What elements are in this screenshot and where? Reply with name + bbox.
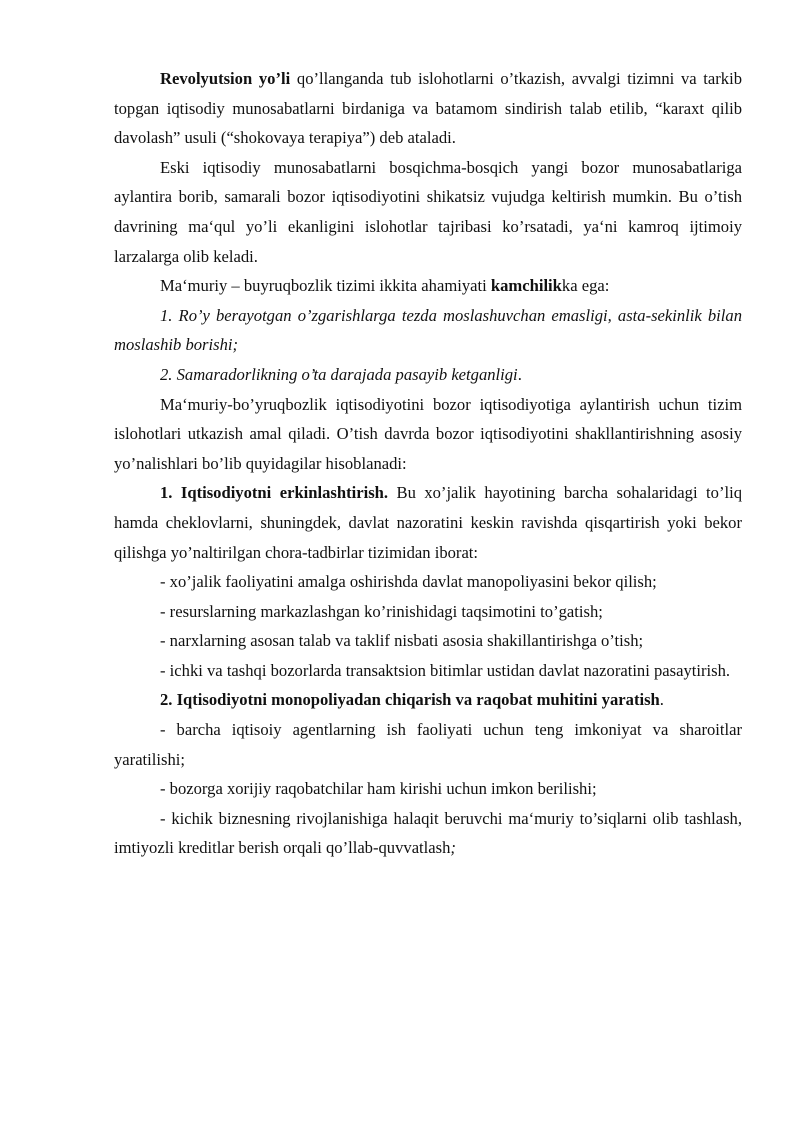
- item-text: - resurslarning markazlashgan ko’rinishidagi taqsimotini to’gatish;: [160, 601, 603, 621]
- item-text: - barcha iqtisoiy agentlarning ish faoliyati uchun teng imkoniyat va sharoitlar yaratilishi;: [114, 720, 742, 769]
- direction-heading: 2. Iqtisodiyotni monopoliyadan chiqarish va raqobat muhitini yaratish: [160, 690, 660, 710]
- list-item: [114, 626, 742, 656]
- paragraph-gradual-transition: [114, 153, 742, 271]
- direction-heading: 1. Iqtisodiyotni erkinlashtirish.: [160, 483, 389, 503]
- item-punctuation: .: [659, 690, 664, 710]
- direction-2-demonopolization: [114, 685, 742, 715]
- list-item: [114, 804, 742, 863]
- term-revolutionary-path: Revolyutsion yo’li: [160, 69, 291, 88]
- list-item: [114, 774, 742, 804]
- shortcoming-item-1: [114, 301, 742, 360]
- item-text: - narxlarning asosan talab va taklif nisbati asosia shakillantirishga o’tish;: [160, 631, 644, 651]
- list-item: [114, 656, 742, 686]
- paragraph-text: Ma‘muriy – buyruqbozlik tizimi ikkita ahamiyati: [160, 276, 491, 296]
- paragraph-text: ka ega:: [561, 276, 610, 296]
- item-punctuation: .: [517, 364, 522, 384]
- paragraph-text: Bu xo’jalik hayotining barcha sohalaridagi to’liq hamda cheklovlarni, shuningdek, davlat nazoratini keskin ravishda qisqartirish yoki bekor qilishga yo’naltirilgan chora-tadbirlar tizimidan iborat:: [114, 483, 742, 562]
- paragraph-shortcomings-intro: [114, 271, 742, 301]
- item-text: 1. Ro’y berayotgan o’zgarishlarga tezda moslashuvchan emasligi, asta-sekinlik bilan moslashib borishi;: [114, 305, 742, 355]
- item-text: 2. Samaradorlikning o’ta darajada pasayib ketganligi: [160, 364, 518, 384]
- paragraph-text: Ma‘muriy-bo’yruqbozlik iqtisodiyotini bozor iqtisodiyotiga aylantirish uchun tizim islohotlari utkazish amal qiladi. O’tish davrda bozor iqtisodiyotini shakllantirishning asosiy yo’nalishlari bo’lib quyidagilar hisoblanadi:: [114, 394, 742, 473]
- list-item: [114, 715, 742, 774]
- term-shortcoming: kamchilik: [490, 276, 562, 296]
- item-text: - xo’jalik faoliyatini amalga oshirishda davlat manopoliyasini bekor qilish;: [160, 572, 657, 592]
- direction-1-liberalization: [114, 478, 742, 567]
- list-item: [114, 567, 742, 597]
- list-item: [114, 597, 742, 627]
- item-text: - kichik biznesning rivojlanishiga halaqit beruvchi ma‘muriy to’siqlarni olib tashlash, imtiyozli kreditlar berish orqali qo’llab-quvvatlash: [114, 808, 742, 858]
- paragraph-system-reforms: [114, 390, 742, 479]
- item-text: - bozorga xorijiy raqobatchilar ham kirishi uchun imkon berilishi;: [160, 779, 597, 799]
- shortcoming-item-2: [114, 360, 742, 390]
- item-punctuation: ;: [450, 838, 456, 858]
- paragraph-text: Eski iqtisodiy munosabatlarni bosqichma-bosqich yangi bozor munosabatlariga aylantira borib, samarali bozor iqtisodiyotini shikatsiz vujudga keltirish mumkin. Bu o’tish davrining ma‘qul yo’li ekanligini islohotlar tajribasi ko’rsatadi, ya‘ni kamroq ijtimoiy larzalarga olib keladi.: [114, 157, 742, 266]
- paragraph-text: qo’llanganda tub islohotlarni o’tkazish, avvalgi tizimni va tarkib topgan iqtisodiy munosabatlarni birdaniga va batamom sindirish talab etilib, “karaxt qilib davolash” usuli (“shokovaya terapiya”) deb ataladi.: [114, 69, 743, 148]
- paragraph-revolutionary-path: [114, 64, 742, 153]
- item-text: - ichki va tashqi bozorlarda transaktsion bitimlar ustidan davlat nazoratini pasaytirish.: [160, 660, 731, 680]
